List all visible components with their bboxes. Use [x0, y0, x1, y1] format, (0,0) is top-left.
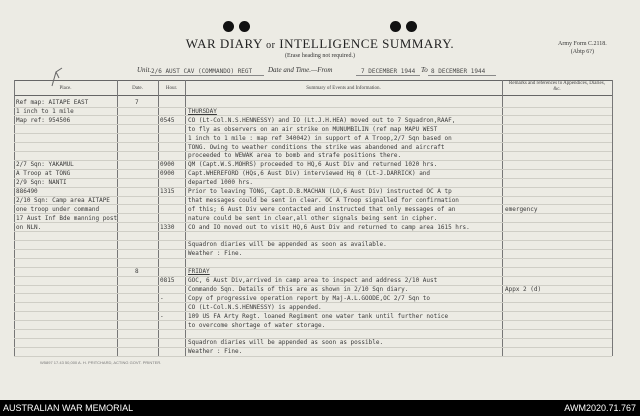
ruled-line — [14, 311, 612, 312]
ruled-line — [14, 293, 612, 294]
ruled-line — [14, 356, 612, 357]
ruled-line — [14, 115, 612, 116]
ruled-line — [14, 347, 612, 348]
column-header-place: Place. — [59, 86, 72, 91]
ruled-line — [14, 302, 612, 303]
entry-place: Ref map: AITAPE EAST — [16, 99, 89, 106]
entry-place: 1 inch to 1 mile — [16, 107, 74, 115]
ruled-line — [14, 196, 612, 197]
entry-summary: THURSDAY — [188, 107, 217, 115]
ruled-line — [14, 329, 612, 330]
to-label: To — [421, 66, 428, 74]
column-header-date: Date. — [132, 86, 143, 91]
title-or: or — [266, 40, 276, 51]
entry-place: Map ref: 954506 — [16, 116, 71, 124]
archive-accession-number: AWM2020.71.767 — [564, 403, 636, 413]
to-date-value: 8 DECEMBER 1944 — [431, 68, 486, 75]
column-header-hour: Hour. — [165, 86, 178, 91]
punch-hole — [223, 21, 234, 32]
ruled-line — [14, 133, 612, 134]
ruled-line — [14, 249, 612, 250]
entry-summary: 109 US FA Arty Regt. loaned Regiment one water tank until further notice — [188, 312, 449, 320]
entry-remarks: Appx 2 (d) — [505, 285, 542, 293]
entry-summary: CO (Lt-Col.N.S.HENNESSY) and IO (Lt.J.H.HEA) moved out to 7 Squadron,RAAF, — [188, 116, 456, 124]
punch-hole — [239, 21, 250, 32]
subtitle: (Erase heading not required.) — [285, 53, 355, 59]
army-form-label — [558, 40, 607, 56]
entry-summary: GOC, 6 Aust Div,arrived in camp area to inspect and address 2/10 Aust — [188, 277, 438, 284]
ruled-line — [14, 160, 612, 161]
entry-hour: 0815 — [160, 277, 175, 284]
entry-place: A Troop at TONG — [16, 170, 71, 178]
entry-summary: nature could be sent in clear,all other signals being sent in cipher. — [188, 214, 438, 222]
entry-hour: 0900 — [160, 161, 175, 169]
ruled-line — [14, 285, 612, 286]
entry-summary: Copy of progressive operation report by Maj-A.L.GOODE,OC 2/7 Sqn to — [188, 294, 431, 302]
column-header-summary: Summary of Events and Information. — [306, 86, 381, 91]
entry-place: 2/10 Sqn: Camp area AITAPE — [16, 196, 110, 204]
entry-summary: Weather : Fine. — [188, 348, 243, 356]
entry-summary: Prior to leaving TONG, Capt.D.B.MACHAN (LO,6 Aust Div) instructed OC A tp — [188, 188, 452, 195]
ruled-line — [14, 338, 612, 339]
ruled-line — [14, 187, 612, 188]
entry-summary: TONG. Owing to weather conditions the strike was abandoned and aircraft — [188, 143, 445, 151]
entry-place: one troop under command — [16, 205, 100, 213]
entry-summary: 1 inch to 1 mile : map ref 340042) in support of A Troop,2/7 Sqn based on — [188, 134, 452, 142]
from-date-value: 7 DECEMBER 1944 — [361, 68, 416, 75]
ruled-line — [14, 213, 612, 214]
unit-value: 2/6 AUST CAV (COMMANDO) REGT — [151, 68, 253, 75]
entry-summary: proceeded to WEWAK area to bomb and strafe positions there. — [188, 152, 402, 160]
printer-imprint: W5897 17.43 50,000 A. H. PRITCHARD, ACTING GOVT. PRINTER. — [40, 360, 162, 365]
entry-hour: - — [160, 294, 164, 302]
ruled-line — [14, 204, 612, 205]
archive-caption-bar — [0, 400, 640, 416]
entry-summary: to fly as observers on an air strike on MUNUMBILIN (ref map MAPU WEST — [188, 125, 438, 133]
entry-summary: that messages could be sent in clear. OC A Troop signalled for confirmation — [188, 196, 459, 204]
ruled-line — [14, 178, 612, 179]
ruled-line — [14, 222, 612, 223]
from-underline — [356, 75, 420, 76]
entry-summary: CO and IO moved out to visit HQ,6 Aust Div and returned to camp area 1615 hrs. — [188, 223, 470, 231]
unit-label: Unit. — [137, 66, 152, 74]
entry-summary: Squadron diaries will be appended as soon as available. — [188, 241, 387, 249]
ruled-line — [14, 151, 612, 152]
entry-summary: FRIDAY — [188, 268, 210, 276]
column-header-remarks: Remarks and references to Appendices, Diaries, &c. — [509, 81, 605, 92]
entry-summary: to overcome shortage of water storage. — [188, 321, 326, 329]
pencil-mark-icon — [50, 66, 64, 88]
page-title — [0, 36, 640, 52]
entry-summary: of this; 6 Aust Div were contacted and instructed that only messages of an — [188, 205, 456, 213]
to-underline — [428, 75, 496, 76]
entry-summary: departed 1000 hrs. — [188, 179, 254, 187]
entry-summary: Squadron diaries will be appended as soon as possible. — [188, 339, 384, 347]
ruled-line — [14, 276, 612, 277]
entry-hour: 1330 — [160, 223, 175, 231]
entry-place: 2/7 Sqn: YAKAMUL — [16, 161, 74, 169]
army-form-note: (Abtp 6?) — [570, 49, 594, 55]
entry-place: 17 Aust Inf Bde manning post — [16, 214, 118, 222]
ruled-line — [14, 258, 612, 259]
entry-summary: Weather : Fine. — [188, 250, 243, 258]
entry-place: 2/9 Sqn: NANTI — [16, 179, 67, 187]
punch-hole — [406, 21, 417, 32]
ruled-line — [14, 142, 612, 143]
ruled-line — [14, 320, 612, 321]
ruled-line — [14, 124, 612, 125]
entry-summary: Capt.WHEREFORD (HQs,6 Aust Div) interviewed Hq 0 (Lt-J.DARRICK) and — [188, 170, 431, 178]
ruled-line — [14, 107, 612, 108]
entry-place: on NLN. — [16, 223, 42, 231]
entry-summary: CO (Lt-Col.N.S.HENNESSY) is appended. — [188, 303, 322, 311]
unit-underline — [150, 75, 264, 76]
title-war-diary: WAR DIARY — [185, 36, 263, 51]
army-form-number: Army Form C.2118. — [558, 41, 607, 47]
table-header-rule — [14, 95, 612, 96]
ruled-line — [14, 231, 612, 232]
entry-hour: - — [160, 312, 164, 320]
entry-place: 886490 — [16, 188, 38, 195]
punch-hole — [390, 21, 401, 32]
ruled-line — [14, 240, 612, 241]
entry-hour: 1315 — [160, 188, 175, 195]
entry-summary: QM (Capt.W.S.MOHRS) proceeded to HQ,6 Aust Div and returned 1020 hrs. — [188, 161, 438, 169]
date-time-label: Date and Time.—From — [268, 66, 333, 74]
entry-remarks: emergency — [505, 205, 538, 213]
archive-institution: AUSTRALIAN WAR MEMORIAL — [3, 403, 134, 413]
entry-date: 8 — [135, 268, 139, 276]
entry-date: 7 — [135, 99, 139, 106]
ruled-line — [14, 169, 612, 170]
entry-hour: 0545 — [160, 116, 175, 124]
entry-hour: 0900 — [160, 170, 175, 178]
entry-summary: Commando Sqn. Details of this are as shown in 2/10 Sqn diary. — [188, 285, 409, 293]
title-intelligence-summary: INTELLIGENCE SUMMARY. — [279, 36, 455, 51]
ruled-line — [14, 267, 612, 268]
